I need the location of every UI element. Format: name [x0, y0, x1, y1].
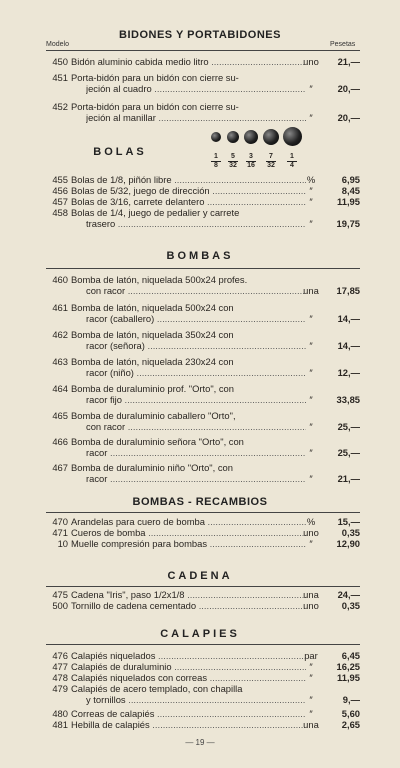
item-unit: ″ [309, 83, 313, 94]
item-price: 6,45 [341, 650, 360, 661]
item-price: 16,25 [336, 661, 360, 672]
item-description: Bomba de latón, niquelada 230x24 con [71, 356, 234, 367]
item-price: 25,— [337, 447, 360, 458]
item-description-continuation: racor fijo ..... [86, 394, 306, 405]
item-model-number: 463 [52, 356, 68, 367]
item-description: Calapiés niquelados ..... [71, 650, 306, 661]
item-description-continuation: jeción al cuadro ..... [86, 83, 306, 94]
fraction-label: 5 32 [229, 153, 237, 169]
item-model-number: 471 [52, 527, 68, 538]
section-rule [46, 644, 360, 645]
item-unit: ″ [309, 538, 313, 549]
item-description: Tornillo de cadena cementado ..... [71, 600, 306, 611]
item-description: Bomba de duraluminio señora "Orto", con [71, 436, 244, 447]
item-description-continuation: y tornillos ..... [86, 694, 306, 705]
item-price: 24,— [337, 589, 360, 600]
item-description-continuation: jeción al manillar ..... [86, 112, 306, 123]
item-description: Calapiés de acero templado, con chapilla [71, 683, 243, 694]
item-description: Cadena "Iris", paso 1/2x1/8 ..... [71, 589, 306, 600]
item-price: 21,— [337, 56, 360, 67]
item-unit: ″ [309, 661, 313, 672]
item-model-number: 470 [52, 516, 68, 527]
item-description-continuation: racor (caballero) ..... [86, 313, 306, 324]
item-price: 8,45 [341, 185, 360, 196]
section-title-bombas: BOMBAS [166, 250, 234, 262]
item-model-number: 455 [52, 174, 68, 185]
item-price: 11,95 [337, 196, 360, 207]
item-description: Bolas de 1/4, juego de pedalier y carrete [71, 207, 240, 218]
item-model-number: 466 [52, 436, 68, 447]
item-description-continuation: racor (niño) ..... [86, 367, 306, 378]
item-unit: ″ [309, 694, 313, 705]
item-unit: ″ [309, 218, 313, 229]
item-unit: par [304, 650, 318, 661]
item-price: 19,75 [336, 218, 360, 229]
ball-sizes-illustration [208, 127, 300, 175]
item-model-number: 451 [52, 72, 68, 83]
ball-3-16-icon [244, 130, 258, 144]
item-description: Calapiés de duraluminio ..... [71, 661, 306, 672]
item-description: Bomba de latón, niquelada 500x24 profes. [71, 274, 248, 285]
fraction-label: 1 4 [285, 153, 299, 170]
item-unit: ″ [309, 185, 313, 196]
item-price: 12,90 [336, 538, 360, 549]
item-model-number: 461 [52, 302, 68, 313]
item-price: 12,— [337, 367, 360, 378]
item-description: Bomba de duraluminio prof. "Orto", con [71, 383, 234, 394]
item-model-number: 452 [52, 101, 68, 112]
item-model-number: 462 [52, 329, 68, 340]
column-header-model: Modelo [46, 41, 69, 48]
item-unit: ″ [309, 672, 313, 683]
item-unit: ″ [309, 112, 313, 123]
section-rule [46, 586, 360, 587]
item-model-number: 477 [52, 661, 68, 672]
item-description: Muelle compresión para bombas ..... [71, 538, 306, 549]
fraction-label: 3 16 [247, 153, 255, 169]
item-description: Bolas de 1/8, piñón libre ..... [71, 174, 306, 185]
item-unit: ″ [309, 447, 313, 458]
item-price: 17,85 [336, 285, 360, 296]
item-unit: ″ [309, 421, 313, 432]
item-unit: uno [303, 600, 319, 611]
fraction-label: 7 32 [267, 153, 275, 169]
item-model-number: 500 [52, 600, 68, 611]
page-number: — 19 — [185, 738, 215, 747]
item-description: Bomba de duraluminio niño "Orto", con [71, 462, 233, 473]
item-description: Bomba de duraluminio caballero "Orto", [71, 410, 236, 421]
ball-5-32-icon [227, 131, 239, 143]
column-header-price: Pesetas [330, 41, 356, 48]
item-model-number: 476 [52, 650, 68, 661]
item-description: Bidón aluminio cabida medio litro ..... [71, 56, 306, 67]
item-model-number: 475 [52, 589, 68, 600]
item-model-number: 456 [52, 185, 68, 196]
item-model-number: 465 [52, 410, 68, 421]
item-description-continuation: racor ..... [86, 473, 306, 484]
item-description: Bomba de latón, niquelada 500x24 con [71, 302, 234, 313]
item-description: Cueros de bomba ..... [71, 527, 306, 538]
item-description-continuation: con racor ..... [86, 421, 306, 432]
item-model-number: 450 [52, 56, 68, 67]
item-price: 21,— [337, 473, 360, 484]
item-description: Calapiés niquelados con correas ..... [71, 672, 306, 683]
item-model-number: 460 [52, 274, 68, 285]
item-description: Correas de calapiés ..... [71, 708, 306, 719]
item-price: 0,35 [341, 600, 360, 611]
item-description: Bolas de 5/32, juego de dirección ..... [71, 185, 306, 196]
item-unit: ″ [309, 313, 313, 324]
fraction-label: 1 8 [209, 153, 223, 170]
item-unit: ″ [309, 367, 313, 378]
item-description-continuation: con racor ..... [86, 285, 306, 296]
item-model-number: 480 [52, 708, 68, 719]
item-description-continuation: racor ..... [86, 447, 306, 458]
item-price: 5,60 [341, 708, 360, 719]
ball-1-4-icon [283, 127, 302, 146]
header-rule [46, 50, 360, 51]
item-description: Arandelas para cuero de bomba ..... [71, 516, 306, 527]
item-unit: ″ [309, 473, 313, 484]
item-price: 25,— [337, 421, 360, 432]
item-unit: % [306, 516, 316, 527]
item-price: 6,95 [341, 174, 360, 185]
item-unit: uno [303, 56, 319, 67]
ball-1-8-icon [211, 132, 221, 142]
section-title-calapies: CALAPIES [160, 628, 240, 640]
item-unit: una [303, 589, 319, 600]
item-unit: uno [303, 527, 319, 538]
item-price: 0,35 [341, 527, 360, 538]
item-price: 2,65 [341, 719, 360, 730]
section-title-bidones: BIDONES Y PORTABIDONES [119, 29, 281, 41]
item-description: Porta-bidón para un bidón con cierre su- [71, 101, 239, 112]
item-model-number: 478 [52, 672, 68, 683]
item-unit: ″ [309, 708, 313, 719]
item-unit: ″ [309, 196, 313, 207]
item-model-number: 458 [52, 207, 68, 218]
item-model-number: 457 [52, 196, 68, 207]
item-model-number: 479 [52, 683, 68, 694]
item-price: 9,— [342, 694, 360, 705]
item-description: Hebilla de calapiés ..... [71, 719, 306, 730]
section-rule [46, 268, 360, 269]
item-description: Bolas de 3/16, carrete delantero ..... [71, 196, 306, 207]
section-title-cadena: CADENA [167, 570, 233, 582]
item-price: 14,— [337, 313, 360, 324]
item-model-number: 467 [52, 462, 68, 473]
section-rule [46, 512, 360, 513]
item-price: 33,85 [336, 394, 360, 405]
item-price: 11,95 [337, 672, 360, 683]
item-unit: ″ [309, 340, 313, 351]
item-unit: % [306, 174, 316, 185]
item-unit: una [303, 285, 319, 296]
item-unit: una [303, 719, 319, 730]
item-description-continuation: racor (señora) ..... [86, 340, 306, 351]
item-model-number: 10 [57, 538, 68, 549]
section-title-recambios: BOMBAS - RECAMBIOS [132, 496, 268, 508]
item-price: 20,— [337, 112, 360, 123]
item-model-number: 464 [52, 383, 68, 394]
item-unit: ″ [309, 394, 313, 405]
item-model-number: 481 [52, 719, 68, 730]
item-price: 14,— [337, 340, 360, 351]
ball-7-32-icon [263, 129, 279, 145]
item-description: Bomba de latón, niquelada 350x24 con [71, 329, 234, 340]
item-price: 15,— [337, 516, 360, 527]
item-price: 20,— [337, 83, 360, 94]
item-description: Porta-bidón para un bidón con cierre su- [71, 72, 239, 83]
section-title-bolas: BOLAS [93, 146, 147, 158]
item-description-continuation: trasero ..... [86, 218, 306, 229]
